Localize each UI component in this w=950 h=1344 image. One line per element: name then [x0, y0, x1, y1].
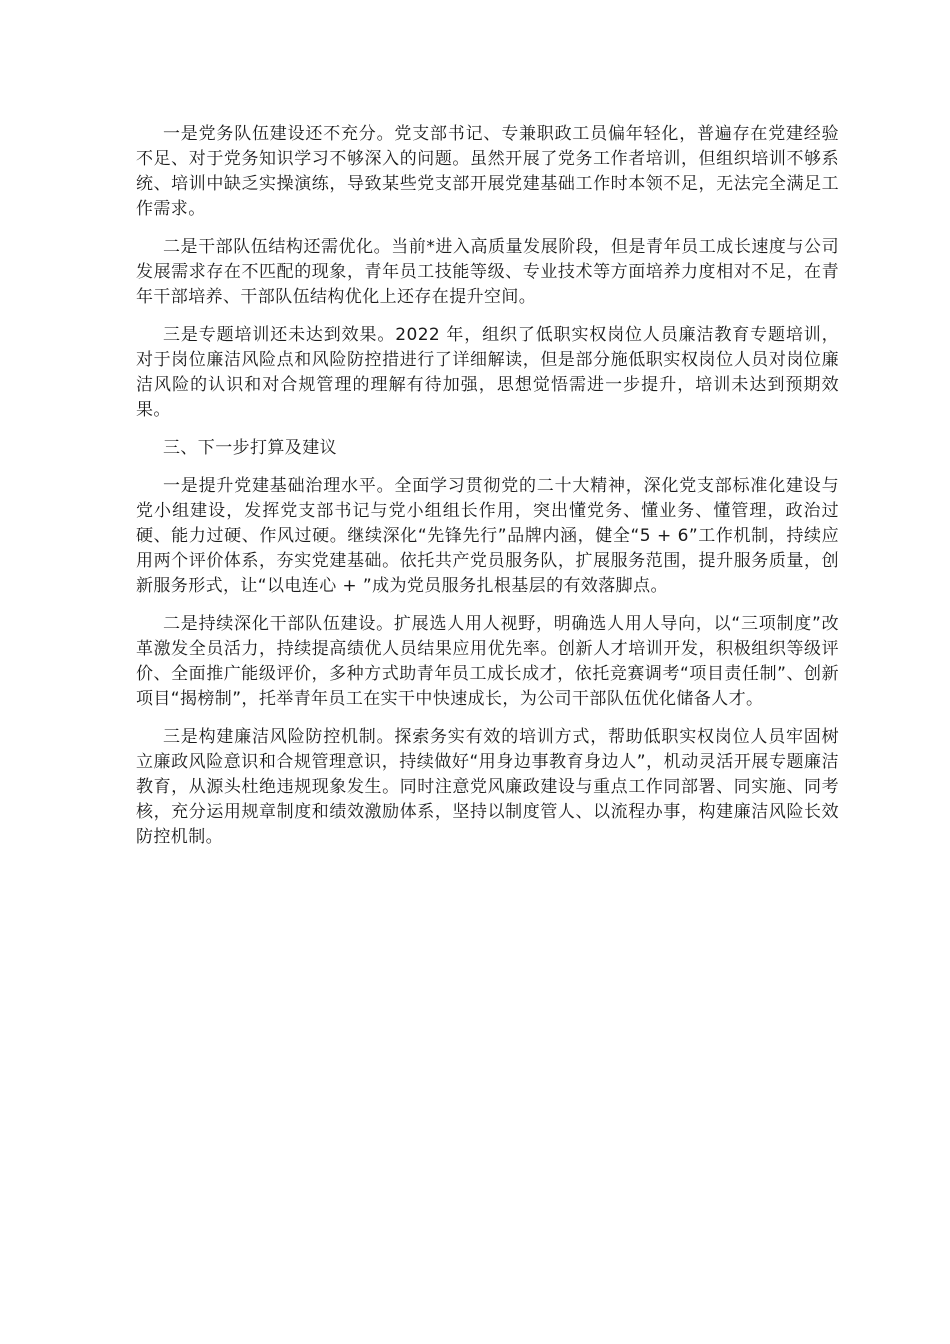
document-body	[136, 122, 839, 863]
paragraph-party-team-construction: 一是党务队伍建设还不充分。党支部书记、专兼职政工员偏年轻化，普遍存在党建经验不足、对于党务知识学习不够深入的问题。虽然开展了党务工作者培训，但组织培训不够系统、培训中缺乏实操演练，导致某些党支部开展党建基础工作时本领不足，无法完全满足工作需求。	[136, 124, 839, 219]
section-heading-next-steps: 三、下一步打算及建议	[163, 438, 337, 458]
paragraph-party-governance: 一是提升党建基础治理水平。全面学习贯彻党的二十大精神，深化党支部标准化建设与党小组建设，发挥党支部书记与党小组组长作用，突出懂党务、懂业务、懂管理，政治过硬、能力过硬、作风过硬。继续深化“先锋先行”品牌内涵，健全“5 + 6”工作机制，持续应用两个评价体系，夯实党建基础。依托共产党员服务队，扩展服务范围，提升服务质量，创新服务形式，让“以电连心 + ”成为党员服务扎根基层的有效落脚点。	[136, 476, 839, 596]
paragraph-cadre-structure: 二是干部队伍结构还需优化。当前*进入高质量发展阶段，但是青年员工成长速度与公司发展需求存在不匹配的现象，青年员工技能等级、专业技术等方面培养力度相对不足，在青年干部培养、干部队伍结构优化上还存在提升空间。	[136, 237, 839, 307]
paragraph-integrity-risk-control: 三是构建廉洁风险防控机制。探索务实有效的培训方式，帮助低职实权岗位人员牢固树立廉政风险意识和合规管理意识，持续做好“用身边事教育身边人”，机动灵活开展专题廉洁教育，从源头杜绝违规现象发生。同时注意党风廉政建设与重点工作同部署、同实施、同考核，充分运用规章制度和绩效激励体系，坚持以制度管人、以流程办事，构建廉洁风险长效防控机制。	[136, 727, 839, 847]
paragraph-special-training: 三是专题培训还未达到效果。2022 年，组织了低职实权岗位人员廉洁教育专题培训，对于岗位廉洁风险点和风险防控措进行了详细解读，但是部分施低职实权岗位人员对岗位廉洁风险的认识和对合规管理的理解有待加强，思想觉悟需进一步提升，培训未达到预期效果。	[136, 325, 839, 420]
paragraph-cadre-building: 二是持续深化干部队伍建设。扩展选人用人视野，明确选人用人导向，以“三项制度”改革激发全员活力，持续提高绩优人员结果应用优先率。创新人才培训开发，积极组织等级评价、全面推广能级评价，多种方式助青年员工成长成才，依托竞赛调考“项目责任制”、创新项目“揭榜制”，托举青年员工在实干中快速成长，为公司干部队伍优化储备人才。	[136, 614, 839, 709]
